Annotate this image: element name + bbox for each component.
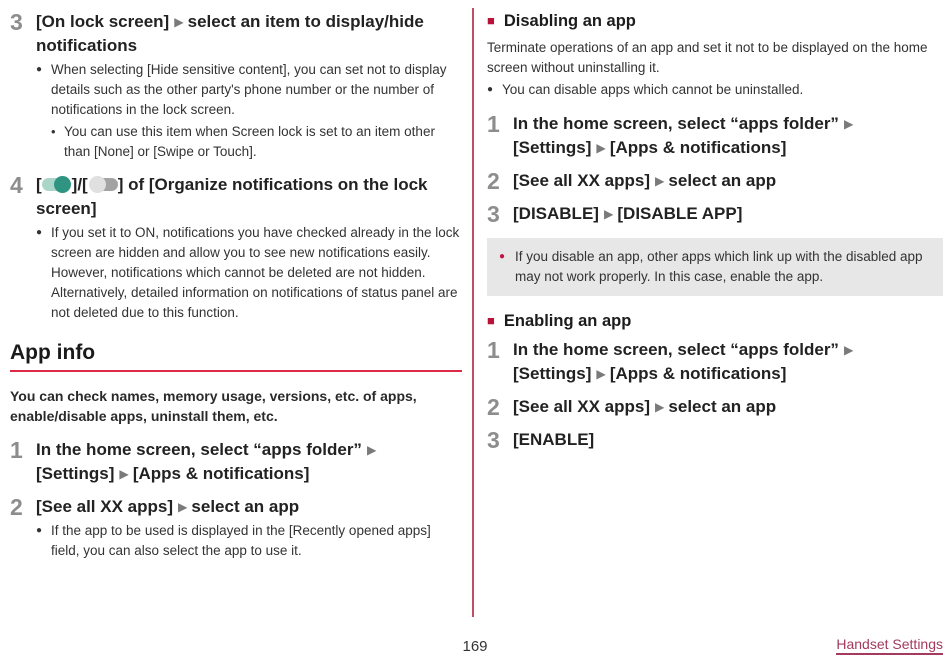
toggle-on-icon bbox=[42, 176, 72, 192]
step-title bbox=[513, 338, 943, 386]
step-3-enabling bbox=[487, 428, 943, 452]
note-box bbox=[487, 238, 943, 296]
step-title bbox=[36, 10, 462, 58]
bullet-icon: ● bbox=[36, 525, 43, 536]
step-title-part: ]/[ bbox=[71, 175, 88, 194]
step-1-disabling bbox=[487, 112, 943, 160]
step-title-part: [Settings] bbox=[513, 364, 592, 383]
step-title-part: [ENABLE] bbox=[513, 430, 595, 449]
bullet-text: If the app to be used is displayed in the [Recently opened apps] field, you can also select the app to use it. bbox=[51, 523, 431, 558]
step-title-part: ] of [Organize notifications on the lock screen] bbox=[36, 175, 428, 218]
play-arrow-icon: ▶ bbox=[119, 467, 129, 481]
step-title-part: select an app bbox=[668, 397, 777, 416]
sub-bullet-text: You can use this item when Screen lock is set to an item other than [None] or [Swipe or Touch]. bbox=[64, 124, 435, 159]
step-title bbox=[36, 438, 462, 486]
step-title bbox=[513, 169, 943, 193]
play-arrow-icon: ▶ bbox=[596, 141, 606, 155]
step-number: 1 bbox=[10, 437, 23, 463]
play-arrow-icon: ▶ bbox=[603, 207, 614, 221]
step-title-part: [DISABLE APP] bbox=[617, 204, 743, 223]
step-title-part: select an app bbox=[191, 497, 300, 516]
step-2-disabling bbox=[487, 169, 943, 193]
play-arrow-icon: ▶ bbox=[596, 367, 606, 381]
toggle-off-icon bbox=[88, 176, 118, 192]
step-title-part: In the home screen, select “apps folder” bbox=[513, 340, 839, 359]
step-1-enabling bbox=[487, 338, 943, 386]
step-4-organize-notifications bbox=[10, 173, 462, 325]
sub-bullet-item bbox=[51, 122, 462, 162]
bullet-text: If you set it to ON, notifications you have checked already in the lock screen are hidden and allow you to see new notifications easily. However, notifications which cannot be deleted are not hidden. Alternatively, detailed information on notifications of status panel are not deleted due to this function. bbox=[51, 225, 460, 320]
step-title bbox=[36, 173, 462, 221]
note-text: If you disable an app, other apps which link up with the disabled app may not work properly. In this case, enable the app. bbox=[515, 249, 923, 284]
step-2-app-info bbox=[10, 495, 462, 563]
footer-section-link[interactable]: Handset Settings bbox=[836, 636, 943, 655]
subsection-heading-enabling-app bbox=[487, 312, 943, 331]
play-arrow-icon: ▶ bbox=[843, 343, 854, 357]
bullet-text: When selecting [Hide sensitive content], you can set not to display details such as the other party's phone number or the number of notifications in the lock screen. bbox=[51, 62, 447, 117]
step-title-part: [On lock screen] bbox=[36, 12, 170, 31]
left-column bbox=[10, 10, 462, 572]
step-title-part: select an item to display/hide notifications bbox=[36, 12, 424, 55]
step-title bbox=[513, 428, 943, 452]
note-bullet-icon: ● bbox=[499, 251, 506, 262]
right-column bbox=[487, 10, 943, 572]
section-intro-text: You can check names, memory usage, versions, etc. of apps, enable/disable apps, uninstall them, etc. bbox=[10, 388, 417, 424]
step-title-part: select an app bbox=[668, 171, 777, 190]
play-arrow-icon: ▶ bbox=[843, 117, 854, 131]
bullet-item bbox=[487, 80, 943, 100]
step-title-part: [See all XX apps] bbox=[513, 397, 650, 416]
play-arrow-icon: ▶ bbox=[178, 500, 188, 514]
step-number: 3 bbox=[10, 9, 23, 35]
step-1-app-info bbox=[10, 438, 462, 486]
column-divider bbox=[472, 8, 474, 617]
step-title-part: [ bbox=[36, 175, 42, 194]
paragraph-text: Terminate operations of an app and set it not to be displayed on the home screen without uninstalling it. bbox=[487, 40, 928, 75]
section-heading-app-info: App info bbox=[10, 341, 462, 372]
play-arrow-icon: ▶ bbox=[655, 400, 665, 414]
red-square-icon: ■ bbox=[487, 13, 495, 28]
step-number: 4 bbox=[10, 172, 23, 198]
bullet-icon: ● bbox=[36, 64, 43, 75]
subsection-heading-text: Enabling an app bbox=[503, 312, 632, 330]
step-title bbox=[36, 495, 462, 519]
step-title-part: [Apps & notifications] bbox=[609, 138, 787, 157]
step-title-part: [Settings] bbox=[513, 138, 592, 157]
step-title-part: [See all XX apps] bbox=[36, 497, 173, 516]
bullet-text: You can disable apps which cannot be uninstalled. bbox=[502, 82, 804, 97]
step-3-disabling bbox=[487, 202, 943, 226]
toggle-knob bbox=[54, 176, 71, 193]
step-number: 2 bbox=[487, 168, 500, 194]
bullet-item bbox=[36, 521, 462, 561]
page-number: 169 bbox=[462, 638, 488, 655]
bullet-item bbox=[36, 60, 462, 120]
play-arrow-icon: ▶ bbox=[366, 443, 377, 457]
subsection-heading-text: Disabling an app bbox=[503, 12, 636, 30]
step-title-part: In the home screen, select “apps folder” bbox=[36, 440, 362, 459]
play-arrow-icon: ▶ bbox=[174, 15, 184, 29]
toggle-knob bbox=[89, 176, 106, 193]
bullet-icon: ● bbox=[487, 84, 494, 95]
bullet-icon: ● bbox=[36, 227, 43, 238]
step-2-enabling bbox=[487, 395, 943, 419]
step-number: 3 bbox=[487, 201, 500, 227]
step-3-on-lock-screen bbox=[10, 10, 462, 164]
red-square-icon: ■ bbox=[487, 313, 495, 328]
step-number: 1 bbox=[487, 337, 500, 363]
step-number: 3 bbox=[487, 427, 500, 453]
step-title bbox=[513, 395, 943, 419]
step-number: 2 bbox=[487, 394, 500, 420]
step-title bbox=[513, 112, 943, 160]
step-title-part: [See all XX apps] bbox=[513, 171, 650, 190]
step-title-part: [Settings] bbox=[36, 464, 115, 483]
step-number: 1 bbox=[487, 111, 500, 137]
step-number: 2 bbox=[10, 494, 23, 520]
step-title-part: [DISABLE] bbox=[513, 204, 599, 223]
subsection-heading-disabling-app bbox=[487, 12, 943, 31]
step-title-part: [Apps & notifications] bbox=[132, 464, 310, 483]
play-arrow-icon: ▶ bbox=[655, 174, 665, 188]
step-title-part: [Apps & notifications] bbox=[609, 364, 787, 383]
step-title-part: In the home screen, select “apps folder” bbox=[513, 114, 839, 133]
sub-bullet-icon: • bbox=[51, 124, 56, 139]
step-title bbox=[513, 202, 943, 226]
bullet-item bbox=[36, 223, 462, 323]
